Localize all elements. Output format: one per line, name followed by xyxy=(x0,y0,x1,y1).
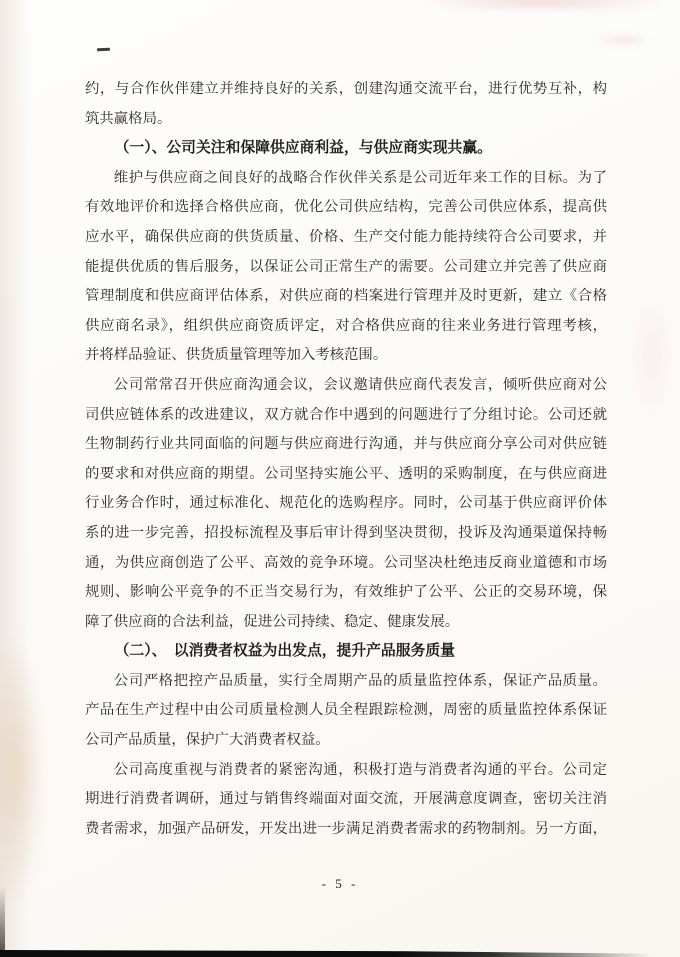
scan-top-pink-smudge xyxy=(416,0,666,12)
text-line: 公司严格把控产品质量，实行全周期产品的质量监控体系，保证产品质量。 xyxy=(113,672,607,689)
document-body xyxy=(85,75,607,844)
text-line: 费者需求，加强产品研发，开发出进一步满足消费者需求的药物制剂。另一方面， xyxy=(85,820,607,837)
text-line: 生物制药行业共同面临的问题与供应商进行沟通，并与供应商分享公司对供应链 xyxy=(85,436,607,453)
text-line: 筑共赢格局。 xyxy=(85,110,172,127)
text-line: 期进行消费者调研，通过与销售终端面对面交流，开展满意度调查，密切关注消 xyxy=(85,791,607,808)
text-line: 维护与供应商之间良好的战略合作伙伴关系是公司近年来工作的目标。为了 xyxy=(113,169,607,186)
text-line: 公司高度重视与消费者的紧密沟通，积极打造与消费者沟通的平台。公司定 xyxy=(113,761,607,778)
text-line: 障了供应商的合法利益，促进公司持续、稳定、健康发展。 xyxy=(85,613,460,630)
text-line: 行业务合作时，通过标准化、规范化的选购程序。同时，公司基于供应商评价体 xyxy=(85,495,607,512)
text-line: 的要求和对供应商的期望。公司坚持实施公平、透明的采购制度，在与供应商进 xyxy=(85,465,607,482)
text-line: 并将样品验证、供货质量管理等加入考核范围。 xyxy=(85,347,388,364)
scan-top-pink-smudge-small xyxy=(592,34,652,46)
scan-right-pink-smudge xyxy=(628,285,676,425)
text-line: 司供应链体系的改进建议，双方就合作中遇到的问题进行了分组讨论。公司还就 xyxy=(85,406,607,423)
text-line: 供应商名录》，组织供应商资质评定，对合格供应商的往来业务进行管理考核， xyxy=(85,317,607,334)
stray-ink-mark xyxy=(97,48,110,51)
text-line: 有效地评价和选择合格供应商，优化公司供应结构，完善公司供应体系，提高供 xyxy=(85,199,607,216)
text-line: 产品在生产过程中由公司质量检测人员全程跟踪检测，周密的质量监控体系保证 xyxy=(85,702,607,719)
text-line: 公司产品质量，保护广大消费者权益。 xyxy=(85,732,330,749)
section-heading: （二）、 以消费者权益为出发点，提升产品服务质量 xyxy=(114,643,455,660)
text-line: 规则、影响公平竞争的不正当交易行为，有效维护了公平、公正的交易环境，保 xyxy=(85,584,607,601)
page-number: - 5 - xyxy=(321,876,359,891)
text-line: 公司常常召开供应商沟通会议，会议邀请供应商代表发言，倾听供应商对公 xyxy=(113,376,607,393)
section-heading: （一）、公司关注和保障供应商利益，与供应商实现共赢。 xyxy=(114,140,492,157)
text-line: 管理制度和供应商评估体系，对供应商的档案进行管理并及时更新，建立《合格 xyxy=(85,288,607,305)
text-line: 应水平，确保供应商的供货质量、价格、生产交付能力能持续符合公司要求，并 xyxy=(85,228,607,245)
text-line: 通，为供应商创造了公平、高效的竞争环境。公司坚决杜绝违反商业道德和市场 xyxy=(85,554,607,571)
scan-bottom-edge xyxy=(0,949,680,957)
scan-left-stain xyxy=(0,630,46,910)
scan-bottom-left-edge xyxy=(0,887,5,957)
text-line: 能提供优质的售后服务，以保证公司正常生产的需要。公司建立并完善了供应商 xyxy=(85,258,607,275)
text-line: 约，与合作伙伴建立并维持良好的关系，创建沟通交流平台，进行优势互补，构 xyxy=(85,81,607,97)
text-line: 系的进一步完善，招投标流程及事后审计得到坚决贯彻，投诉及沟通渠道保持畅 xyxy=(85,524,607,541)
